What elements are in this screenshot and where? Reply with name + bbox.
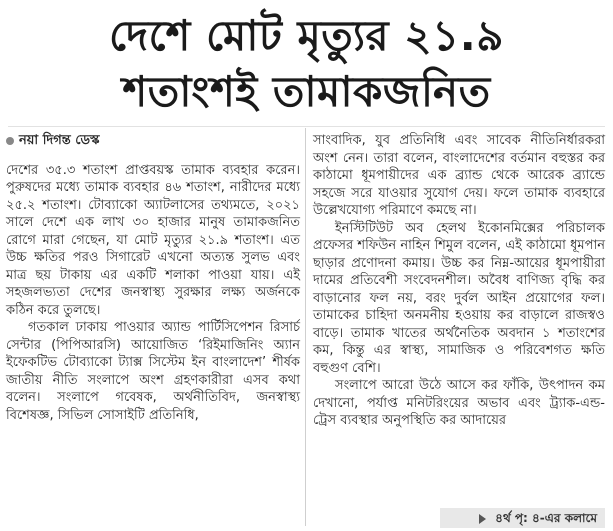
byline-text: নয়া দিগন্ত ডেস্ক: [19, 133, 100, 148]
column-divider: [305, 128, 306, 526]
headline-line-2: শতাংশই তামাকজনিত: [122, 67, 491, 116]
headline-rule: [8, 126, 605, 127]
continuation-box: [440, 508, 605, 528]
article-column-left: [6, 132, 300, 424]
headline: [0, 8, 613, 120]
paragraph: সংলাপে আরো উঠে আসে কর ফাঁকি, উৎপাদন কম দেখানো, পর্যাপ্ত মনিটরিংয়ের অভাব এবং ট্র্যাক-এন্ড-ট্রেস ব্যবস্থার অনুপস্থিতি কর আদায়ের: [313, 378, 605, 428]
continuation-text: ৪র্থ পৃ: ৪-এর কলামে: [495, 511, 597, 525]
byline: [6, 132, 300, 150]
paragraph: সাংবাদিক, যুব প্রতিনিধি এবং সাবেক নীতিনির্ধারকরা অংশ নেন। তারা বলেন, বাংলাদেশের বর্তমান বহুস্তর কর কাঠামো ধূমপায়ীদের এক ব্র্যান্ড থেকে আরেক ব্র্যান্ডে সহজে সরে যাওয়ার সুযোগ দেয়। ফলে তামাক ব্যবহারে উল্লেখযোগ্য পরিমাণে কমছে না।: [313, 133, 605, 218]
article-column-right: [313, 132, 605, 430]
headline-line-1: দেশে মোট মৃত্যুর ২১.৯: [108, 11, 504, 60]
dot-icon: [6, 137, 14, 145]
arrow-right-icon: [479, 514, 486, 524]
paragraph: ইনস্টিটিউট অব হেলথ ইকোনমিক্সের পরিচালক প্রফেসর শফিউন নাহিন শিমুল বলেন, এই কাঠামো ধূমপান ছাড়ার প্রণোদনা কমায়। উচ্চ কর নিম্ন-আয়ের ধূমপায়ীরা দামের প্রতিবেশী সংবেদনশীল। অবৈধ বাণিজ্য বৃদ্ধি কর বাড়ানোর ফল নয়, বরং দুর্বল আইন প্রয়োগের ফল। তামাকের চাহিদা অনমনীয় হওয়ায় কর বাড়ালে রাজস্বও বাড়ে। তামাক খাতের অর্থনৈতিক অবদান ১ শতাংশের কম, কিন্তু এর স্বাস্থ্য, সামাজিক ও পরিবেশগত ক্ষতি বহুগুণ বেশি।: [313, 220, 605, 376]
paragraph: দেশের ৩৫.৩ শতাংশ প্রাপ্তবয়স্ক তামাক ব্যবহার করেন। পুরুষদের মধ্যে তামাক ব্যবহার ৪৬ শতাংশ, নারীদের মধ্যে ২৫.২ শতাংশ। টোব্যাকো অ্যাটলাসের তথ্যমতে, ২০২১ সালে দেশে এক লাখ ৩০ হাজার মানুষ তামাকজনিত রোগে মারা গেছেন, যা মোট মৃত্যুর ২১.৯ শতাংশ। এত উচ্চ ক্ষতির পরও সিগারেট এখনো অত্যন্ত সুলভ এবং মাত্র ছয় টাকায় এর একটি শলাকা পাওয়া যায়। এই সহজলভ্যতা দেশের জনস্বাস্থ্য সুরক্ষার লক্ষ্য অর্জনকে কঠিন করে তুলছে।: [6, 162, 300, 318]
paragraph: গতকাল ঢাকায় পাওয়ার অ্যান্ড পার্টিসিপেশন রিসার্চ সেন্টার (পিপিআরসি) আয়োজিত ‘রিইমাজিনিং অ্যান ইফেকটিভ টোব্যাকো ট্যাক্স সিস্টেম ইন বাংলাদেশ’ শীর্ষক জাতীয় নীতি সংলাপে অংশ গ্রহণকারীরা এসব কথা বলেন। সংলাপে গবেষক, অর্থনীতিবিদ, জনস্বাস্থ্য বিশেষজ্ঞ, সিভিল সোসাইটি প্রতিনিধি,: [6, 320, 300, 423]
